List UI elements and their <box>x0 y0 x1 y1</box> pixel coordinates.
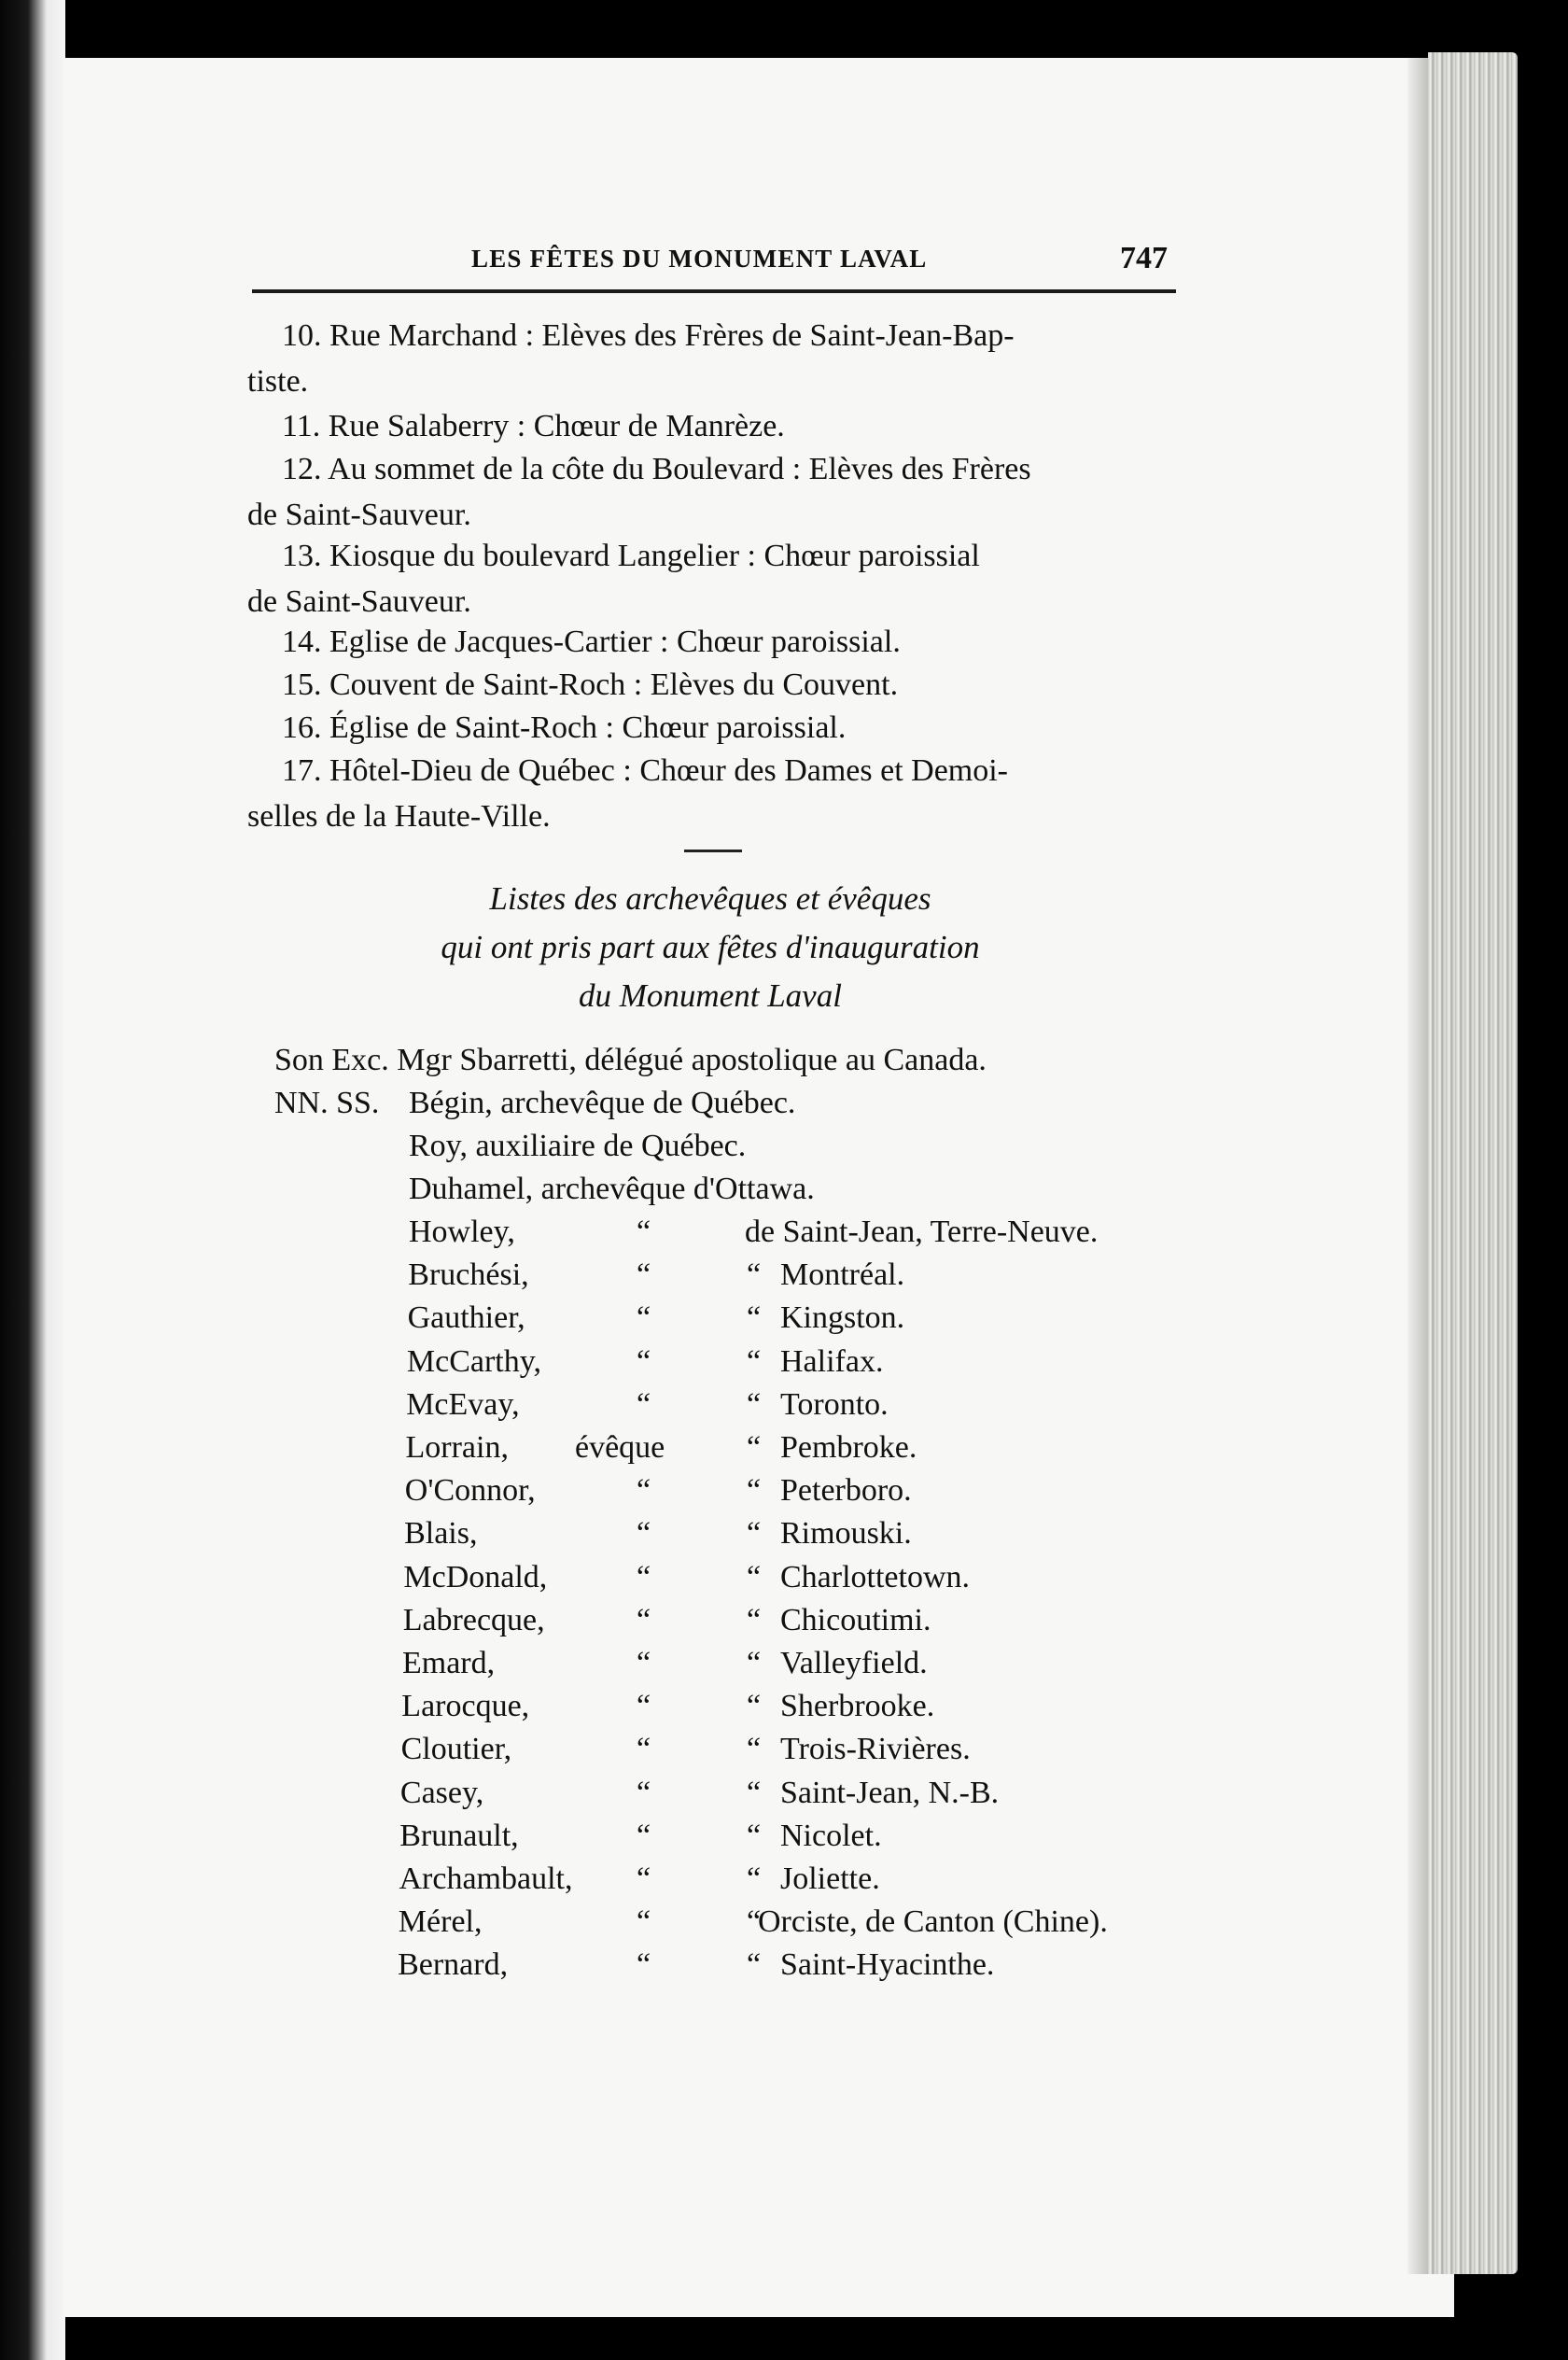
see-ditto-mark: “ <box>747 1947 762 1983</box>
see-ditto-mark: “ <box>747 1257 762 1293</box>
bishop-row <box>0 1430 1213 1473</box>
bishop-name: Blais, <box>404 1516 478 1552</box>
archbishop-begin: Bégin, archevêque de Québec. <box>409 1086 796 1120</box>
bishop-title: évêque <box>575 1430 665 1465</box>
diocese: Saint-Jean, N.-B. <box>780 1775 1000 1810</box>
bishop-name: McCarthy, <box>406 1343 542 1379</box>
bishop-title: “ <box>637 1689 651 1724</box>
diocese: Orciste, de Canton (Chine). <box>758 1904 1108 1940</box>
diocese: Saint-Hyacinthe. <box>780 1947 995 1983</box>
bishop-row <box>0 1861 1213 1904</box>
bishop-name: O'Connor, <box>404 1473 536 1509</box>
bishop-title: “ <box>637 1473 651 1509</box>
diocese: Toronto. <box>780 1386 889 1422</box>
bishop-row <box>0 1689 1213 1732</box>
bishop-row <box>0 1215 1213 1257</box>
book-fore-edge <box>1428 52 1518 2274</box>
bishop-row <box>0 1776 1213 1819</box>
bishop-name: Howley, <box>409 1215 515 1249</box>
diocese: Kingston. <box>780 1300 905 1336</box>
bishop-title: “ <box>637 1257 651 1293</box>
bishop-name: Gauthier, <box>407 1300 525 1336</box>
section-heading-line1: Listes des archevêques et évêques <box>489 880 931 917</box>
see-ditto-mark: “ <box>747 1300 762 1336</box>
auxiliary-roy: Roy, auxiliaire de Québec. <box>409 1129 747 1163</box>
diocese: Peterboro. <box>780 1473 912 1509</box>
page-number: 747 <box>1120 241 1168 275</box>
diocese: Pembroke. <box>780 1430 917 1465</box>
diocese: Montréal. <box>780 1257 905 1293</box>
see-ditto-mark: “ <box>747 1818 762 1853</box>
bishop-name: Bernard, <box>398 1947 509 1983</box>
bishop-row <box>0 1300 1213 1343</box>
see-ditto-mark: “ <box>747 1343 762 1379</box>
bishop-title: “ <box>637 1732 651 1767</box>
bishop-row <box>0 1257 1213 1300</box>
bishop-name: Lorrain, <box>405 1430 509 1465</box>
bishop-name: Emard, <box>402 1646 496 1680</box>
bishop-title: “ <box>637 1818 651 1853</box>
running-title: LES FÊTES DU MONUMENT LAVAL <box>471 245 928 273</box>
bishop-name: Bruchési, <box>408 1257 529 1293</box>
see-ditto-mark: “ <box>747 1904 762 1940</box>
bishop-name: Larocque, <box>401 1689 530 1724</box>
choir-item-15: 15. Couvent de Saint-Roch : Elèves du Couvent. <box>282 667 899 702</box>
bishop-title: “ <box>637 1516 651 1552</box>
bishop-row <box>0 1344 1213 1387</box>
bishop-row <box>0 1646 1213 1689</box>
choir-item-12: 12. Au sommet de la côte du Boulevard : Elèves des Frères de Saint-Sauveur. <box>247 452 1031 532</box>
section-heading-line3: du Monument Laval <box>579 977 842 1014</box>
see-ditto-mark: “ <box>747 1430 762 1465</box>
bishop-name: Cloutier, <box>400 1732 512 1767</box>
section-divider <box>684 850 742 852</box>
diocese: Charlottetown. <box>780 1559 971 1594</box>
bishop-row <box>0 1560 1213 1603</box>
choir-item-16: 16. Église de Saint-Roch : Chœur paroissial. <box>282 710 847 745</box>
see-ditto-mark: “ <box>747 1473 762 1509</box>
bishop-title: “ <box>637 1861 651 1896</box>
bishop-row <box>0 1819 1213 1861</box>
diocese: Nicolet. <box>780 1818 882 1853</box>
bishop-title: “ <box>637 1343 651 1379</box>
bishop-row <box>0 1603 1213 1646</box>
diocese: Halifax. <box>780 1343 884 1379</box>
diocese: de Saint-Jean, Terre-Neuve. <box>745 1215 1099 1249</box>
see-ditto-mark: “ <box>747 1386 762 1422</box>
diocese: Trois-Rivières. <box>780 1732 971 1767</box>
diocese: Rimouski. <box>780 1516 912 1552</box>
see-ditto-mark: “ <box>747 1732 762 1767</box>
bishop-title: “ <box>637 1215 651 1249</box>
choir-item-10: 10. Rue Marchand : Elèves des Frères de Saint-Jean-Bap- tiste. <box>247 318 1015 399</box>
archbishop-duhamel: Duhamel, archevêque d'Ottawa. <box>409 1172 815 1206</box>
bishop-name: Brunault, <box>399 1818 519 1853</box>
diocese: Chicoutimi. <box>780 1602 931 1637</box>
diocese: Joliette. <box>780 1861 880 1896</box>
bishop-title: “ <box>637 1559 651 1594</box>
bishop-row <box>0 1904 1213 1947</box>
see-ditto-mark: “ <box>747 1689 762 1724</box>
see-ditto-mark: “ <box>747 1559 762 1594</box>
choir-item-17: 17. Hôtel-Dieu de Québec : Chœur des Dames et Demoi- selles de la Haute-Ville. <box>247 753 1008 834</box>
bishop-title: “ <box>637 1300 651 1336</box>
bishop-row <box>0 1387 1213 1430</box>
delegate-line: Son Exc. Mgr Sbarretti, délégué apostolique au Canada. <box>274 1043 987 1077</box>
bishop-row <box>0 1516 1213 1559</box>
bishop-row <box>0 1732 1213 1775</box>
see-ditto-mark: “ <box>747 1861 762 1896</box>
see-ditto-mark: “ <box>747 1602 762 1637</box>
header-rule <box>252 289 1176 293</box>
bishop-name: Mérel, <box>398 1904 483 1940</box>
bishop-title: “ <box>637 1947 651 1983</box>
bishop-name: Casey, <box>399 1775 484 1810</box>
bishop-name: Labrecque, <box>402 1602 545 1637</box>
section-heading-line2: qui ont pris part aux fêtes d'inauguration <box>441 929 980 965</box>
choir-item-11: 11. Rue Salaberry : Chœur de Manrèze. <box>282 409 785 443</box>
nnss-label: NN. SS. <box>274 1086 380 1120</box>
bishop-title: “ <box>637 1775 651 1810</box>
left-page-edge <box>0 0 65 2360</box>
bishop-row <box>0 1473 1213 1516</box>
diocese: Sherbrooke. <box>780 1689 935 1724</box>
bishop-name: McEvay, <box>406 1386 520 1422</box>
bishop-title: “ <box>637 1904 651 1940</box>
choir-item-13: 13. Kiosque du boulevard Langelier : Chœur paroissial de Saint-Sauveur. <box>247 539 980 619</box>
bishop-name: McDonald, <box>403 1559 548 1594</box>
see-ditto-mark: “ <box>747 1775 762 1810</box>
bishop-name: Archambault, <box>399 1861 573 1896</box>
choir-item-14: 14. Eglise de Jacques-Cartier : Chœur paroissial. <box>282 625 901 659</box>
bishop-title: “ <box>637 1646 651 1680</box>
bishop-title: “ <box>637 1386 651 1422</box>
bishop-row <box>0 1947 1213 1990</box>
diocese: Valleyfield. <box>780 1646 928 1680</box>
bishop-title: “ <box>637 1602 651 1637</box>
see-ditto-mark: “ <box>747 1646 762 1680</box>
see-ditto-mark: “ <box>747 1516 762 1552</box>
